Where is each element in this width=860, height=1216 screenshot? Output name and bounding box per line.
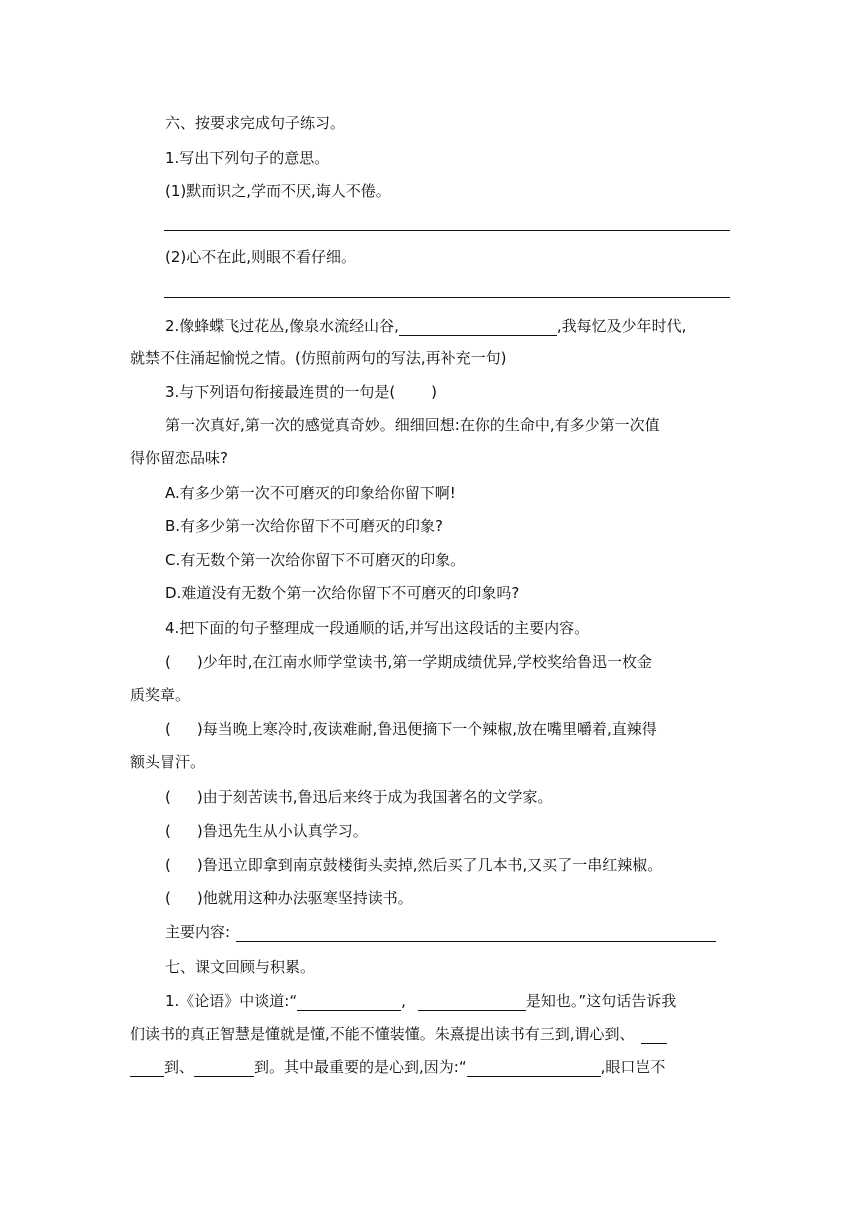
s7-q1-line-1: 1.《论语》中谈道:“ , 是知也。”这句话告诉我 (165, 992, 677, 1010)
q4-item-1: ( )少年时,在江南水师学堂读书,第一学期成绩优异,学校奖给鲁迅一枚金 (165, 653, 653, 671)
q2-line-1 (165, 316, 730, 336)
s7-blank-4[interactable] (194, 1059, 254, 1077)
q1-sentence-2: (2)心不在此,则眼不看仔细。 (165, 248, 357, 266)
s7-q1-line-2: 们读书的真正智慧是懂就是懂,不能不懂装懂。朱熹提出读书有三到,谓心到、 (130, 1024, 667, 1044)
q3-option-c: C.有无数个第一次给你留下不可磨灭的印象。 (165, 551, 466, 569)
q4-label: 4.把下面的句子整理成一段通顺的话,并写出这段话的主要内容。 (165, 619, 590, 637)
s7-blank-5[interactable] (467, 1059, 601, 1077)
q4-main-label: 主要内容: (165, 923, 231, 941)
q3-stem-line-1: 第一次真好,第一次的感觉真奇妙。细细回想:在你的生命中,有多少第一次值 (165, 416, 660, 434)
s7-blank-1[interactable] (297, 993, 401, 1011)
s7-q1-line-3: 到、 到。其中最重要的是心到,因为:“ ,眼口岂不 (130, 1057, 665, 1077)
q4-item-5: ( )鲁迅立即拿到南京鼓楼街头卖掉,然后买了几本书,又买了一串红辣椒。 (165, 856, 663, 874)
q3-label-row: 3.与下列语句衔接最连贯的一句是( ) (165, 383, 438, 401)
q4-item-2-cont: 额头冒汗。 (130, 753, 206, 771)
q4-item-3: ( )由于刻苦读书,鲁迅后来终于成为我国著名的文学家。 (165, 788, 553, 806)
q2-part-b: ,我每忆及少年时代, (556, 317, 687, 335)
section-seven-title: 七、课文回顾与积累。 (165, 958, 316, 976)
q1-answer-line-2[interactable] (164, 297, 730, 298)
s7-blank-3b[interactable] (130, 1059, 164, 1077)
q4-item-6: ( )他就用这种办法驱寒坚持读书。 (165, 889, 413, 907)
q3-option-d: D.难道没有无数个第一次给你留下不可磨灭的印象吗? (165, 584, 520, 602)
s7-blank-2[interactable] (418, 993, 526, 1011)
q4-main-content-blank[interactable] (236, 924, 716, 942)
q1-answer-line-1[interactable] (164, 230, 730, 231)
q3-stem-line-2: 得你留恋品味? (130, 449, 228, 467)
q4-item-4: ( )鲁迅先生从小认真学习。 (165, 822, 368, 840)
section-six-title: 六、按要求完成句子练习。 (165, 114, 346, 132)
q2-blank[interactable] (399, 318, 557, 336)
q2-line-2: 就禁不住涌起愉悦之情。(仿照前两句的写法,再补充一句) (130, 349, 507, 367)
q3-option-b: B.有多少第一次给你留下不可磨灭的印象? (165, 517, 444, 535)
q4-item-1-cont: 质奖章。 (130, 686, 191, 704)
s7-blank-3a[interactable] (641, 1026, 667, 1044)
q2-part-a: 2.像蜂蝶飞过花丛,像泉水流经山谷, (165, 317, 399, 335)
q3-label: 3.与下列语句衔接最连贯的一句是( (165, 383, 396, 401)
q4-item-2: ( )每当晚上寒冷时,夜读难耐,鲁迅便摘下一个辣椒,放在嘴里嚼着,直辣得 (165, 720, 657, 738)
q1-sentence-1: (1)默而识之,学而不厌,诲人不倦。 (165, 182, 391, 200)
q3-option-a: A.有多少第一次不可磨灭的印象给你留下啊! (165, 484, 456, 502)
q1-label: 1.写出下列句子的意思。 (165, 149, 330, 167)
q4-main-content-row (165, 922, 716, 942)
